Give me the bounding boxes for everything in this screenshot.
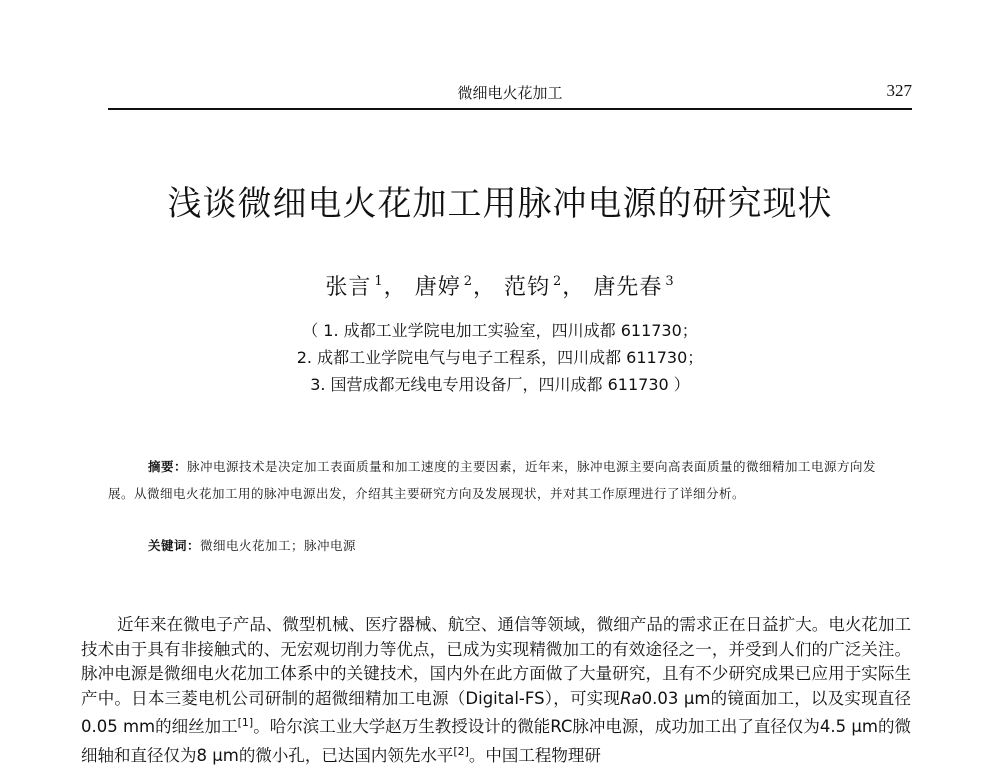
author-name: 唐婷 xyxy=(414,275,461,300)
author-separator: ， xyxy=(383,275,407,300)
paper-title: 浅谈微细电火花加工用脉冲电源的研究现状 xyxy=(167,184,833,224)
ra-symbol: Ra xyxy=(620,688,642,708)
abstract-text: 脉冲电源技术是决定加工表面质量和加工速度的主要因素，近年来，脉冲电源主要向高表面质量的微细精加工电源方向发展。从微细电火花加工用的脉冲电源出发，介绍其主要研究方向及发展现状，并对其工作原理进行了详细分析。 xyxy=(108,459,877,501)
author-name: 张言 xyxy=(325,275,372,300)
affiliation-line: 2. 成都工业学院电气与电子工程系，四川成都 611730； xyxy=(296,348,704,367)
running-title: 微细电火花加工 xyxy=(457,84,563,102)
keywords-text: 微细电火花加工；脉冲电源 xyxy=(200,538,357,553)
page-number: 327 xyxy=(886,81,912,100)
citation-ref: [2] xyxy=(453,744,469,758)
body-paragraph xyxy=(81,613,911,769)
abstract-label: 摘要： xyxy=(148,459,188,474)
author-affiliation-mark: 2 xyxy=(553,274,563,289)
body-text-segment: 近年来在微电子产品、微型机械、医疗器械、航空、通信等领域，微细产品的需求正在日益扩大。电火花加工技术由于具有非接触式的、无宏观切削力等优点，已成为实现精微加工的有效途径之一，并受到人们的广泛关注。脉冲电源是微细电火花加工体系中的关键技术，国内外在此方面做了大量研究，且有不少研究成果已应用于实际生产中。日本三菱电机公司研制的超微细精加工电源（Digital-FS），可实现 xyxy=(81,615,911,708)
author-list xyxy=(0,270,1000,301)
body-text-segment: 0.03 µm的镜面加工，以及实现直径0.05 mm的细丝加工 xyxy=(81,688,912,737)
affiliation-line: 3. 国营成都无线电专用设备厂，四川成都 611730 ） xyxy=(310,375,690,394)
body-text-segment: 。哈尔滨工业大学赵万生教授设计的微能RC脉冲电源，成功加工出了直径仅为4.5 µm的微细轴和直径仅为8 µm的微小孔，已达国内领先水平 xyxy=(81,717,911,765)
keywords xyxy=(148,536,356,554)
author-affiliation-mark: 2 xyxy=(463,274,473,289)
running-header xyxy=(108,78,912,110)
author-separator: ， xyxy=(562,275,586,300)
body-text-segment: 。中国工程物理研 xyxy=(468,745,601,765)
author-affiliation-mark: 1 xyxy=(374,274,384,289)
keywords-label: 关键词： xyxy=(148,538,201,553)
abstract xyxy=(108,453,888,507)
author-name: 唐先春 xyxy=(593,275,663,300)
author-separator: ， xyxy=(472,275,496,300)
citation-ref: [1] xyxy=(237,716,254,730)
author-affiliation-mark: 3 xyxy=(665,274,675,289)
affiliation-line: （ 1. 成都工业学院电加工实验室，四川成都 611730； xyxy=(302,321,698,340)
author-name: 范钧 xyxy=(504,275,551,300)
